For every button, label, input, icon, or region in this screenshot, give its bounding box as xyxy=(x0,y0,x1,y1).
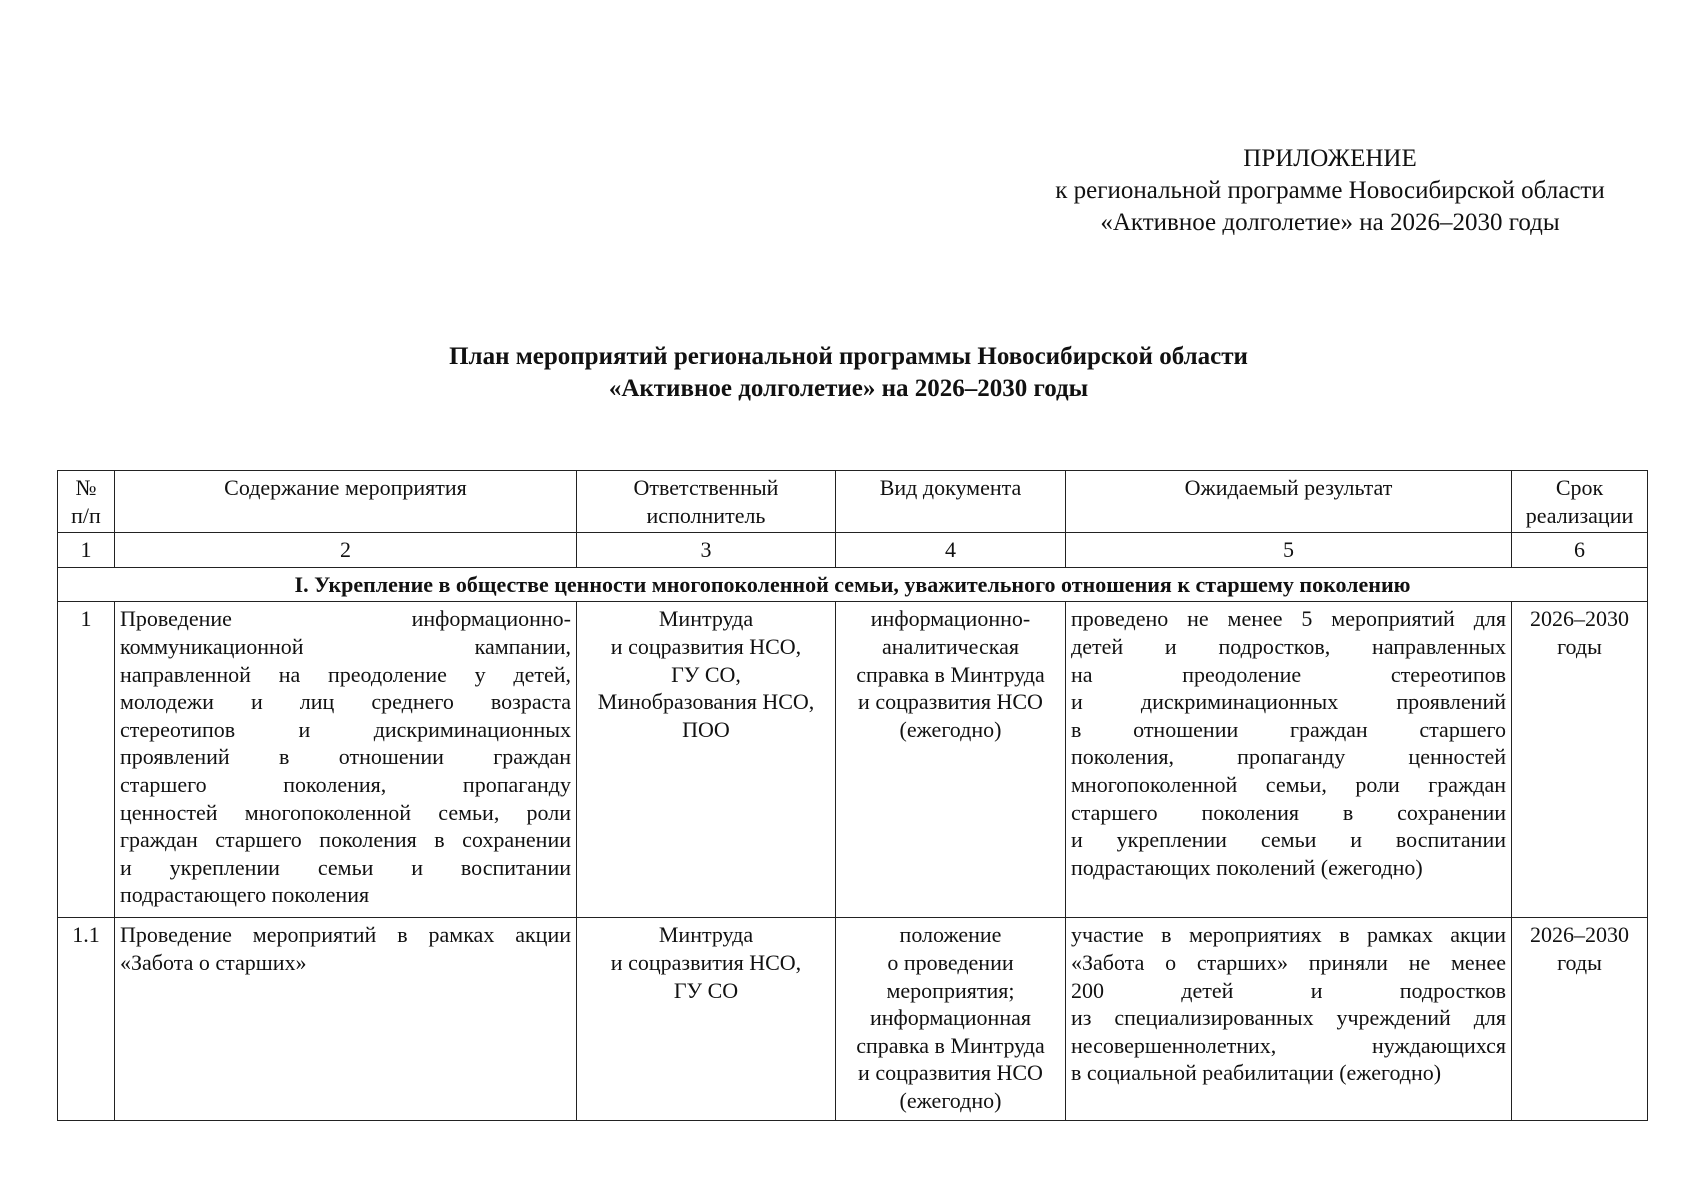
row-content xyxy=(115,602,577,918)
content-line: направленной на преодоление у детей, xyxy=(120,661,571,687)
term-line: годы xyxy=(1557,633,1602,659)
column-number: 2 xyxy=(115,533,577,568)
content-line: проявлений в отношении граждан xyxy=(120,744,571,770)
result-line: в отношении граждан старшего xyxy=(1071,716,1506,742)
result-line: многопоколенной семьи, роли граждан xyxy=(1071,771,1506,797)
doc-type-line: справка в Минтруда xyxy=(856,661,1045,687)
result-line: на преодоление стереотипов xyxy=(1071,661,1506,687)
header-number-line-2: п/п xyxy=(71,502,101,528)
row-content xyxy=(115,918,577,1121)
header-doc-type: Вид документа xyxy=(836,471,1066,533)
document-title-line-2: «Активное долголетие» на 2026–2030 годы xyxy=(608,375,1089,402)
row-result xyxy=(1066,918,1512,1121)
doc-type-line: и соцразвития НСО xyxy=(858,689,1043,715)
doc-type-line: и соцразвития НСО xyxy=(858,1060,1043,1086)
header-term-line-1: Срок xyxy=(1555,475,1604,500)
column-number-row xyxy=(58,533,1648,568)
section-heading: I. Укрепление в обществе ценности многопоколенной семьи, уважительного отношения к старшему поколению xyxy=(58,567,1648,602)
executor-line: Минтруда xyxy=(658,606,754,632)
content-line: подрастающего поколения xyxy=(120,882,370,908)
executor-line: Минобразования НСО, xyxy=(597,689,815,715)
column-number: 1 xyxy=(58,533,115,568)
header-term-line-2: реализации xyxy=(1525,502,1634,528)
column-number: 3 xyxy=(577,533,836,568)
content-line: граждан старшего поколения в сохранении xyxy=(120,827,571,853)
row-term xyxy=(1512,602,1648,918)
header-executor-line-2: исполнитель xyxy=(646,502,766,528)
result-line: из специализированных учреждений для xyxy=(1071,1005,1506,1031)
result-line: «Забота о старших» приняли не менее xyxy=(1071,949,1506,975)
result-line: и дискриминационных проявлений xyxy=(1071,689,1506,715)
table-row xyxy=(58,602,1648,918)
doc-type-line: мероприятия; xyxy=(886,977,1015,1003)
result-line: в социальной реабилитации (ежегодно) xyxy=(1071,1060,1442,1086)
table-row xyxy=(58,918,1648,1121)
header-number-line-1: № xyxy=(75,475,97,500)
row-term xyxy=(1512,918,1648,1121)
executor-line: Минтруда xyxy=(658,922,754,948)
row-result xyxy=(1066,602,1512,918)
row-executor xyxy=(577,602,836,918)
header-term xyxy=(1512,471,1648,533)
column-number: 6 xyxy=(1512,533,1648,568)
document-title xyxy=(0,341,1697,405)
header-result: Ожидаемый результат xyxy=(1066,471,1512,533)
content-line: молодежи и лиц среднего возраста xyxy=(120,689,571,715)
action-plan-table xyxy=(57,470,1648,1121)
doc-type-line: информационная xyxy=(870,1005,1031,1031)
result-line: детей и подростков, направленных xyxy=(1071,633,1506,659)
result-line: и укреплении семьи и воспитании xyxy=(1071,827,1506,853)
term-line: 2026–2030 xyxy=(1530,606,1629,632)
result-line: участие в мероприятиях в рамках акции xyxy=(1071,922,1506,948)
content-line: коммуникационной кампании, xyxy=(120,633,571,659)
row-doc-type xyxy=(836,602,1066,918)
content-line: и укреплении семьи и воспитании xyxy=(120,854,571,880)
row-doc-type xyxy=(836,918,1066,1121)
header-executor-line-1: Ответственный xyxy=(633,475,779,500)
result-line: 200 детей и подростков xyxy=(1071,977,1506,1003)
column-number: 5 xyxy=(1066,533,1512,568)
doc-type-line: (ежегодно) xyxy=(899,716,1002,742)
result-line: поколения, пропаганду ценностей xyxy=(1071,744,1506,770)
content-line: старшего поколения, пропаганду xyxy=(120,771,571,797)
header-number xyxy=(58,471,115,533)
doc-type-line: информационно- xyxy=(870,606,1031,632)
content-line: «Забота о старших» xyxy=(120,949,307,975)
executor-line: ГУ СО xyxy=(673,977,739,1003)
content-line: ценностей многопоколенной семьи, роли xyxy=(120,799,571,825)
appendix-program-name: «Активное долголетие» на 2026–2030 годы xyxy=(1100,209,1560,236)
doc-type-line: (ежегодно) xyxy=(899,1087,1002,1113)
column-number: 4 xyxy=(836,533,1066,568)
appendix-label: ПРИЛОЖЕНИЕ xyxy=(1243,145,1417,172)
section-heading-row xyxy=(58,567,1648,602)
row-executor xyxy=(577,918,836,1121)
content-line: Проведение информационно- xyxy=(120,606,571,632)
result-line: старшего поколения в сохранении xyxy=(1071,799,1506,825)
executor-line: ГУ СО, xyxy=(671,661,741,687)
result-line: подрастающих поколений (ежегодно) xyxy=(1071,854,1423,880)
doc-type-line: аналитическая xyxy=(881,633,1020,659)
header-content: Содержание мероприятия xyxy=(115,471,577,533)
executor-line: и соцразвития НСО, xyxy=(610,949,802,975)
result-line: проведено не менее 5 мероприятий для xyxy=(1071,606,1506,632)
term-line: годы xyxy=(1557,949,1602,975)
appendix-header xyxy=(1010,143,1650,239)
header-executor xyxy=(577,471,836,533)
doc-type-line: справка в Минтруда xyxy=(856,1032,1045,1058)
executor-line: ПОО xyxy=(682,716,730,742)
row-number: 1 xyxy=(58,602,115,918)
term-line: 2026–2030 xyxy=(1530,922,1629,948)
doc-type-line: о проведении xyxy=(887,949,1014,975)
content-line: стереотипов и дискриминационных xyxy=(120,716,571,742)
content-line: Проведение мероприятий в рамках акции xyxy=(120,922,571,948)
executor-line: и соцразвития НСО, xyxy=(610,633,802,659)
appendix-reference: к региональной программе Новосибирской области xyxy=(1055,177,1605,204)
result-line: несовершеннолетних, нуждающихся xyxy=(1071,1032,1506,1058)
row-number: 1.1 xyxy=(58,918,115,1121)
document-title-line-1: План мероприятий региональной программы Новосибирской области xyxy=(449,343,1248,370)
table-header-row xyxy=(58,471,1648,533)
doc-type-line: положение xyxy=(899,922,1002,948)
